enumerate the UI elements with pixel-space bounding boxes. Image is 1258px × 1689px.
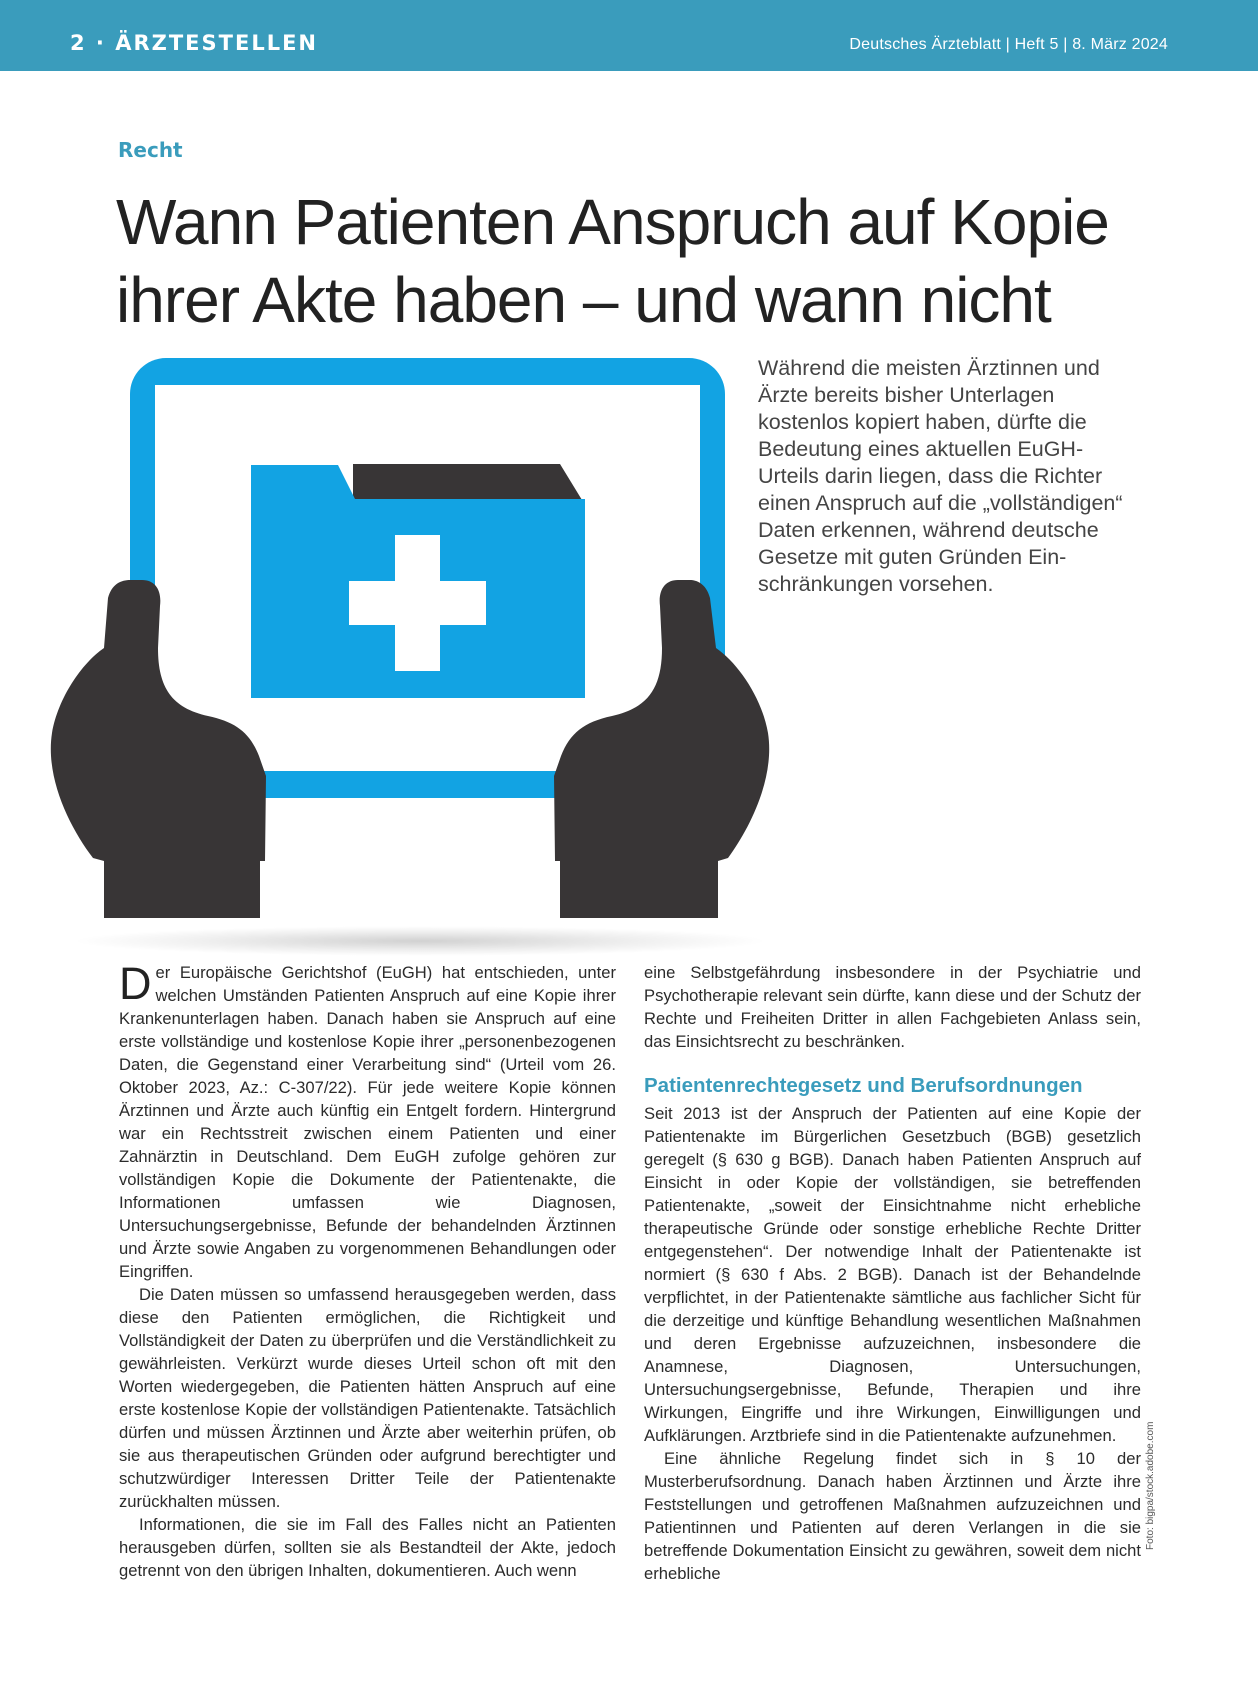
- folder-tab-1: [353, 464, 482, 500]
- paragraph: Informationen, die sie im Fall des Falles nicht an Patienten herausgeben dürfen, sollten sie als Bestandteil der Akte, jedoch getrennt von den übrigen Inhalten, dokumentieren. Auch wenn: [119, 1515, 616, 1580]
- paragraph: Die Daten müssen so umfassend herausgegeben werden, dass diese den Patienten ermöglichen, die Richtigkeit und Vollständigkeit der Daten zu überprüfen und die Verständlichkeit zu gewährleisten. Verkürzt wurde dieses Urteil schon oft mit den Worten wiedergegeben, die Patienten hätten Anspruch auf eine erste kostenlose Kopie der vollständigen Patientenakte. Tatsächlich dürfen und müssen Ärztinnen und Ärzte aber weiterhin prüfen, ob sie aus therapeutischen Gründen oder aufgrund berechtigter und schutzwürdiger Interessen Dritter Teile der Patientenakte zurückhalten müssen.: [119, 1285, 616, 1511]
- headline-line-2: ihrer Akte haben – und wann nicht: [116, 264, 1051, 336]
- headline-line-1: Wann Patienten Anspruch auf Kopie: [116, 186, 1109, 258]
- lead-line: einen Anspruch auf die „vollständigen“: [758, 491, 1123, 515]
- hands-tablet-medical-folder-illustration: [50, 358, 790, 918]
- paragraph: Seit 2013 ist der Anspruch der Patienten auf eine Kopie der Patientenakte im Bürgerlichen Gesetzbuch (BGB) gesetzlich geregelt (§ 630 g BGB). Danach haben Patienten Anspruch auf Einsicht in oder Kopie der vollständigen, sie betreffenden Patientenakte, „soweit der Einsichtnahme nicht erhebliche therapeutische Gründe oder sonstige erhebliche Rechte Dritter entgegenstehen“. Der notwendige Inhalt der Patientenakte ist normiert (§ 630 f Abs. 2 BGB). Danach ist der Behandelnde verpflichtet, in der Patientenakte sämtliche aus fachlicher Sicht für die derzeitige und künftige Behandlung wesentlichen Maßnahmen und deren Ergebnisse aufzuzeichnen, insbesondere die Anamnese, Diagnosen, Untersuchungen, Untersuchungsergebnisse, Befunde, Therapien und ihre Wirkungen, Eingriffe und ihre Wirkungen, Einwilligungen und Aufklärungen. Arztbriefe sind in die Patientenakte aufzunehmen.: [644, 1104, 1141, 1445]
- header-bar: [0, 0, 1258, 71]
- article-kicker: Recht: [118, 138, 183, 162]
- paragraph-text: er Europäische Gerichtshof (EuGH) hat entschieden, unter welchen Umständen Patienten Anspruch auf eine Kopie ihrer Krankenunterlagen haben. Danach haben sie Anspruch auf eine erste vollständige und kostenlose Kopie ihrer „personenbezogenen Daten, die Gegenstand einer Verarbeitung sind“ (Urteil vom 26. Oktober 2023, Az.: C-307/22). Für jede weitere Kopie können Ärztinnen und Ärzte auch künftig ein Entgelt fordern. Hintergrund war ein Rechtsstreit zwischen einem Patienten und einer Zahnärztin in Deutschland. Dem EuGH zufolge gehören zur vollständigen Kopie die Dokumente der Patientenakte, die Informationen umfassen wie Diagnosen, Untersuchungsergebnisse, Befunde der behandelnden Ärztinnen und Ärzte sowie Angaben zu vorgenommenen Behandlungen oder Eingriffen.: [119, 963, 616, 1281]
- lead-line: Ärzte bereits bisher Unterlagen: [758, 383, 1055, 407]
- paragraph: eine Selbstgefährdung insbesondere in der Psychiatrie und Psychotherapie relevant sein dürfte, kann diese und der Schutz der Rechte und Freiheiten Dritter in allen Fachgebieten Anlass sein, das Einsichtsrecht zu beschränken.: [644, 963, 1141, 1051]
- lead-line: schränkungen vorsehen.: [758, 572, 994, 596]
- illustration-shadow: [70, 926, 770, 956]
- body-column-left: [119, 958, 616, 1582]
- lead-line: Bedeutung eines aktuellen EuGH-: [758, 437, 1084, 461]
- article-lead: [758, 355, 1143, 598]
- drop-cap: D: [119, 958, 152, 1009]
- article-headline: [116, 183, 1176, 339]
- body-column-right: [644, 961, 1141, 1585]
- lead-line: Gesetze mit guten Gründen Ein-: [758, 545, 1067, 569]
- section-label: 2 · ÄRZTESTELLEN: [70, 31, 319, 55]
- tablet-folder-icon: [50, 358, 790, 918]
- cross-horizontal: [349, 581, 486, 625]
- section-subheading: Patientenrechtegesetz und Berufsordnungen: [644, 1074, 1083, 1097]
- lead-line: Urteils darin liegen, dass die Richter: [758, 464, 1103, 488]
- lead-line: kostenlos kopiert haben, dürfte die: [758, 410, 1087, 434]
- lead-line: Daten erkennen, während deutsche: [758, 518, 1099, 542]
- paragraph: Eine ähnliche Regelung findet sich in § 10 der Musterberufsordnung. Danach haben Ärztinnen und Ärzte ihre Feststellungen und getroffenen Maßnahmen aufzuzeichnen und Patientinnen und Patienten auf deren Verlangen in die sie betreffende Dokumentation Einsicht zu gewähren, soweit dem nicht erhebliche: [644, 1449, 1141, 1583]
- lead-line: Während die meisten Ärztinnen und: [758, 356, 1100, 380]
- paragraph: [119, 958, 616, 1283]
- photo-credit: Foto: bigpa/stock.adobe.com: [1145, 1421, 1156, 1550]
- publication-info: Deutsches Ärzteblatt | Heft 5 | 8. März 2024: [849, 36, 1168, 53]
